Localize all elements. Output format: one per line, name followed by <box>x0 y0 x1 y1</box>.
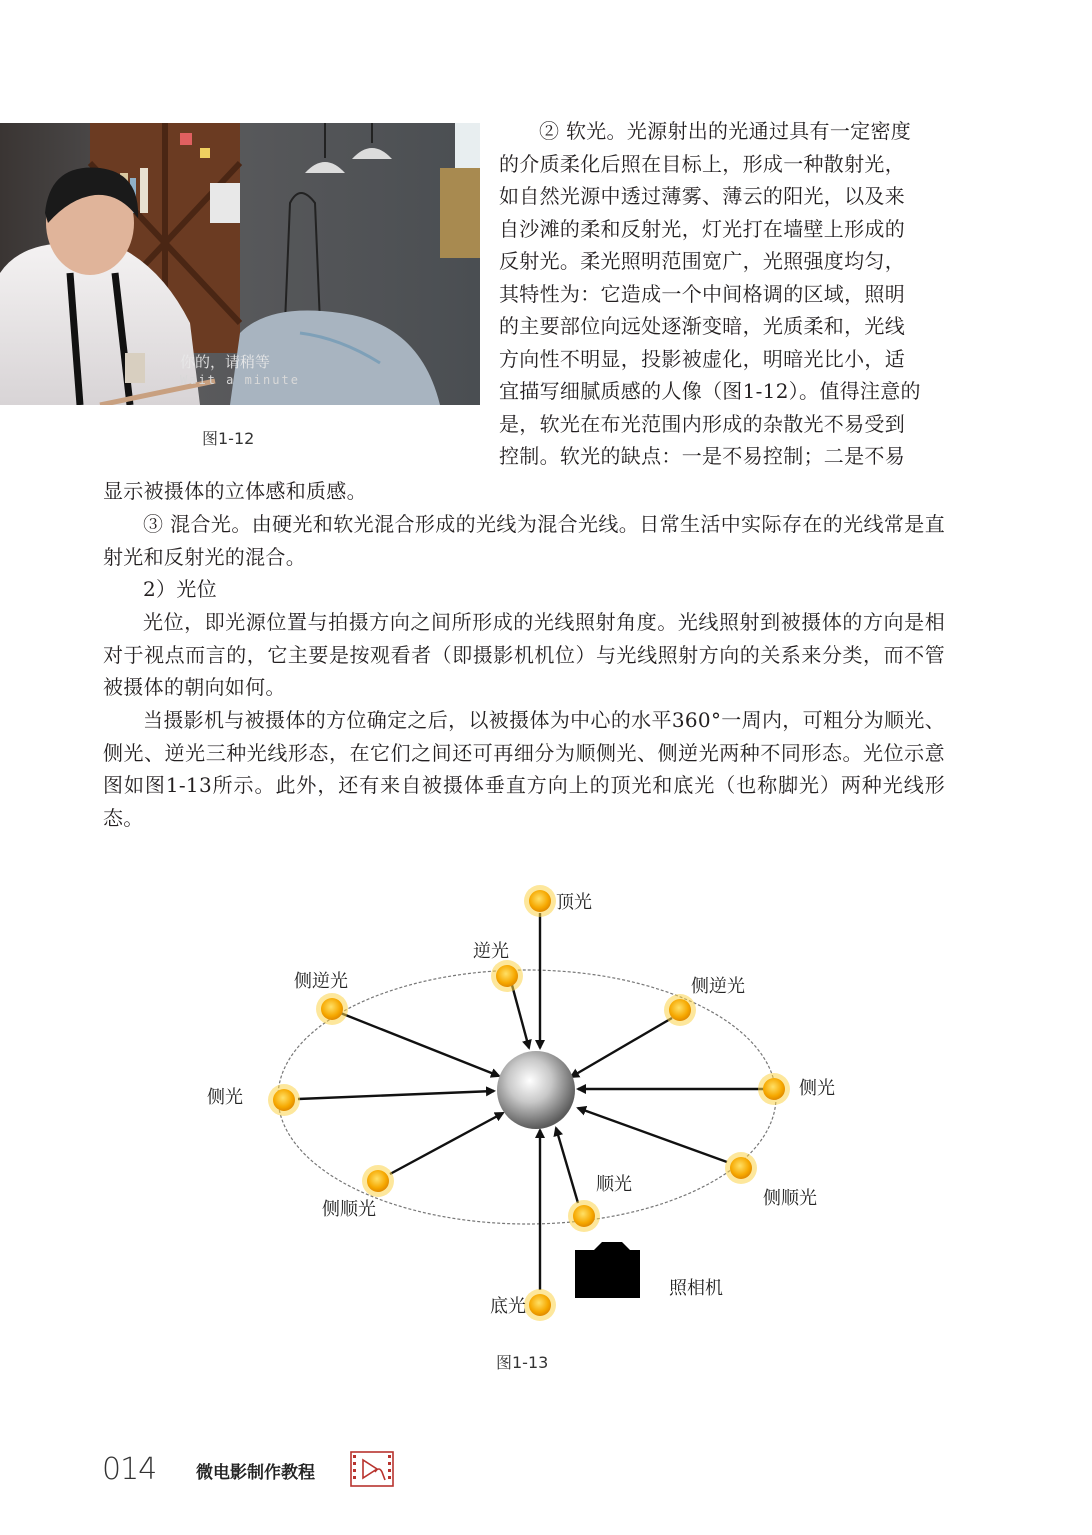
photo-illustration <box>0 123 480 405</box>
label-top-light: 顶光 <box>556 892 592 913</box>
soft-light-line: 方向性不明显，投影被虚化，明暗光比小，适 <box>499 346 905 371</box>
label-side-front-left: 侧顺光 <box>322 1199 376 1220</box>
label-bottom-light: 底光 <box>490 1296 526 1317</box>
arrow-side-back-right <box>571 1018 672 1077</box>
label-side-left: 侧光 <box>207 1087 243 1108</box>
light-position-paragraph-1: 光位，即光源位置与拍摄方向之间所形成的光线照射角度。光线照射到被摄体的方向是相对于视点而言的，它主要是按观看者（即摄影机机位）与光线照射方向的关系来分类，而不管被摄体的朝向如何。 <box>103 610 945 699</box>
soft-light-line: 的介质柔化后照在目标上，形成一种散射光， <box>499 151 905 176</box>
sun-side-left-icon <box>268 1084 300 1116</box>
figure-1-12-caption: 图1-12 <box>202 429 255 448</box>
sun-front-icon <box>568 1200 600 1232</box>
sun-top-icon <box>524 885 556 917</box>
figure-1-12-photo <box>0 123 480 405</box>
soft-light-paragraph <box>499 115 945 473</box>
sun-side-back-left-icon <box>316 993 348 1025</box>
label-camera: 照相机 <box>669 1278 723 1299</box>
photo-subtitle-cn: 你的，请稍等 <box>180 353 271 371</box>
sun-back-icon <box>491 960 523 992</box>
soft-light-line: 控制。软光的缺点：一是不易控制；二是不易 <box>499 444 905 468</box>
arrow-side-front-left <box>390 1113 503 1174</box>
sun-bottom-icon <box>524 1289 556 1321</box>
camera-icon <box>575 1242 640 1298</box>
sun-side-back-right-icon <box>664 994 696 1026</box>
soft-light-line: 自沙滩的柔和反射光，灯光打在墙壁上形成的 <box>499 216 905 241</box>
label-side-back-right: 侧逆光 <box>691 976 745 997</box>
soft-light-line: 其特性为：它造成一个中间格调的区域，照明 <box>499 281 905 306</box>
subject-sphere <box>497 1051 575 1129</box>
mixed-light-paragraph: ③ 混合光。由硬光和软光混合形成的光线为混合光线。日常生活中实际存在的光线常是直射光和反射光的混合。 <box>103 512 945 569</box>
label-side-right: 侧光 <box>799 1078 835 1099</box>
label-side-front-right: 侧顺光 <box>763 1188 817 1209</box>
soft-light-line: 的主要部位向远处逐渐变暗，光质柔和，光线 <box>499 314 905 338</box>
soft-light-tail: 显示被摄体的立体感和质感。 <box>103 479 367 503</box>
arrow-back <box>512 985 529 1048</box>
label-side-back-left: 侧逆光 <box>294 971 348 992</box>
page-number: 014 <box>102 1452 157 1487</box>
arrow-front <box>556 1128 578 1203</box>
book-title: 微电影制作教程 <box>196 1463 315 1483</box>
photo-subtitle-en: Wait a minute <box>180 373 300 387</box>
label-front-light: 顺光 <box>596 1174 632 1195</box>
figure-1-13-diagram <box>0 870 1092 1350</box>
light-position-paragraph-2: 当摄影机与被摄体的方位确定之后，以被摄体为中心的水平360°一周内，可粗分为顺光、侧光、逆光三种光线形态，在它们之间还可再细分为顺侧光、侧逆光两种不同形态。光位示意图如图1-13所示。此外，还有来自被摄体垂直方向上的顶光和底光（也称脚光）两种光线形态。 <box>103 708 945 830</box>
soft-light-line: 反射光。柔光照明范围宽广，光照强度均匀， <box>499 249 905 273</box>
sun-side-front-left-icon <box>362 1165 394 1197</box>
figure-1-13-caption: 图1-13 <box>496 1353 549 1372</box>
sun-side-front-right-icon <box>725 1152 757 1184</box>
film-book-logo-icon <box>349 1450 397 1488</box>
soft-light-line: 如自然光源中透过薄雾、薄云的阳光，以及来 <box>499 184 905 208</box>
sun-side-right-icon <box>758 1073 790 1105</box>
soft-light-line: 宜描写细腻质感的人像（图1-12）。值得注意的 <box>499 379 921 403</box>
arrow-side-back-left <box>338 1012 499 1076</box>
label-back-light: 逆光 <box>473 941 509 962</box>
arrow-side-left <box>298 1091 494 1099</box>
section-heading: 2）光位 <box>143 577 217 601</box>
soft-light-line: 是，软光在布光范围内形成的杂散光不易受到 <box>499 411 905 436</box>
arrow-side-front-right <box>578 1108 727 1162</box>
soft-light-line: ② 软光。光源射出的光通过具有一定密度 <box>539 119 912 143</box>
